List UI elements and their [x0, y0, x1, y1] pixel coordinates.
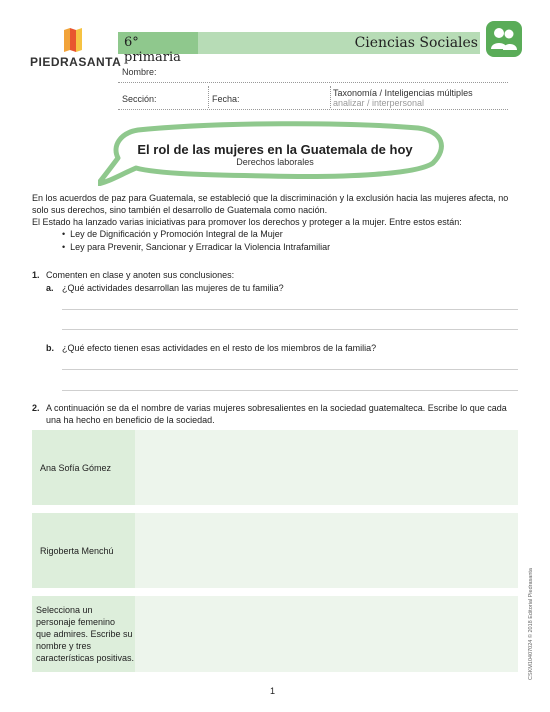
bullet-item: • Ley de Dignificación y Promoción Integral de la Mujer [62, 229, 283, 239]
q1a-text: ¿Qué actividades desarrollan las mujeres de tu familia? [62, 283, 284, 293]
grade-label: 6° primaria [124, 35, 181, 65]
choose-woman-instructions [36, 604, 134, 664]
page-number: 1 [270, 686, 276, 696]
instruction-line: nombre y tres [36, 641, 92, 651]
fecha-label: Fecha: [212, 94, 240, 104]
table-row-label [32, 430, 135, 505]
grade-badge [118, 32, 198, 65]
answer-cell[interactable] [135, 513, 518, 588]
people-icon [486, 21, 522, 57]
woman-name: Rigoberta Menchú [40, 546, 114, 556]
page-subtitle: Derechos laborales [236, 157, 314, 167]
logo-text: PIEDRASANTA [30, 55, 122, 69]
field-divider [208, 86, 209, 108]
taxonomy-value: analizar / interpersonal [333, 98, 425, 108]
q1b-text: ¿Qué efecto tienen esas actividades en el resto de los miembros de la familia? [62, 343, 377, 353]
q1-text: Comenten en clase y anoten sus conclusiones: [46, 270, 235, 280]
seccion-label: Sección: [122, 94, 157, 104]
woman-name: Ana Sofía Gómez [40, 463, 112, 473]
copyright-side-text: CSKM10407024 © 2018 Editorial Piedrasanta [528, 568, 534, 680]
instruction-line: personaje femenino [36, 617, 116, 627]
bullet-item: • Ley para Prevenir, Sancionar y Erradicar la Violencia Intrafamiliar [62, 242, 331, 252]
table-row-label [32, 596, 135, 672]
answer-line[interactable] [62, 329, 518, 330]
answer-line[interactable] [62, 369, 518, 370]
q2-text-line: A continuación se da el nombre de varias mujeres sobresalientes en la sociedad guatemalteca. Escribe lo que cada [46, 403, 507, 413]
q2-text [46, 402, 524, 426]
answer-line[interactable] [62, 309, 518, 310]
q1a-letter: a. [46, 283, 54, 293]
seccion-fecha-field[interactable] [118, 109, 508, 110]
intro-line: solo sus derechos, sino también el desarrollo de Guatemala como nación. [32, 205, 328, 215]
intro-line: En los acuerdos de paz para Guatemala, se estableció que la discriminación y la exclusión hacia las mujeres afecta, no [32, 193, 509, 203]
instruction-line: características positivas. [36, 653, 135, 663]
q2-number: 2. [32, 403, 40, 413]
instruction-line: que admires. Escribe su [36, 629, 133, 639]
answer-cell[interactable] [135, 596, 518, 672]
field-divider [330, 86, 331, 108]
answer-cell[interactable] [135, 430, 518, 505]
page-title: El rol de las mujeres en la Guatemala de hoy [137, 142, 413, 157]
instruction-line: Selecciona un [36, 605, 93, 615]
intro-paragraph-1 [32, 192, 520, 228]
table-row-label [32, 513, 135, 588]
nombre-label: Nombre: [122, 67, 157, 77]
taxonomy-label: Taxonomía / Inteligencias múltiples [333, 88, 473, 98]
q1-number: 1. [32, 270, 40, 280]
intro-line: El Estado ha lanzado varias iniciativas para promover los derechos y proteger a la mujer. Entre estos están: [32, 217, 462, 227]
q2-text-line: una ha hecho en beneficio de la sociedad. [46, 415, 215, 425]
subject-title: Ciencias Sociales [354, 35, 478, 51]
nombre-field[interactable] [118, 82, 508, 83]
q1b-letter: b. [46, 343, 54, 353]
logo-book-icon [62, 28, 86, 54]
answer-line[interactable] [62, 390, 518, 391]
